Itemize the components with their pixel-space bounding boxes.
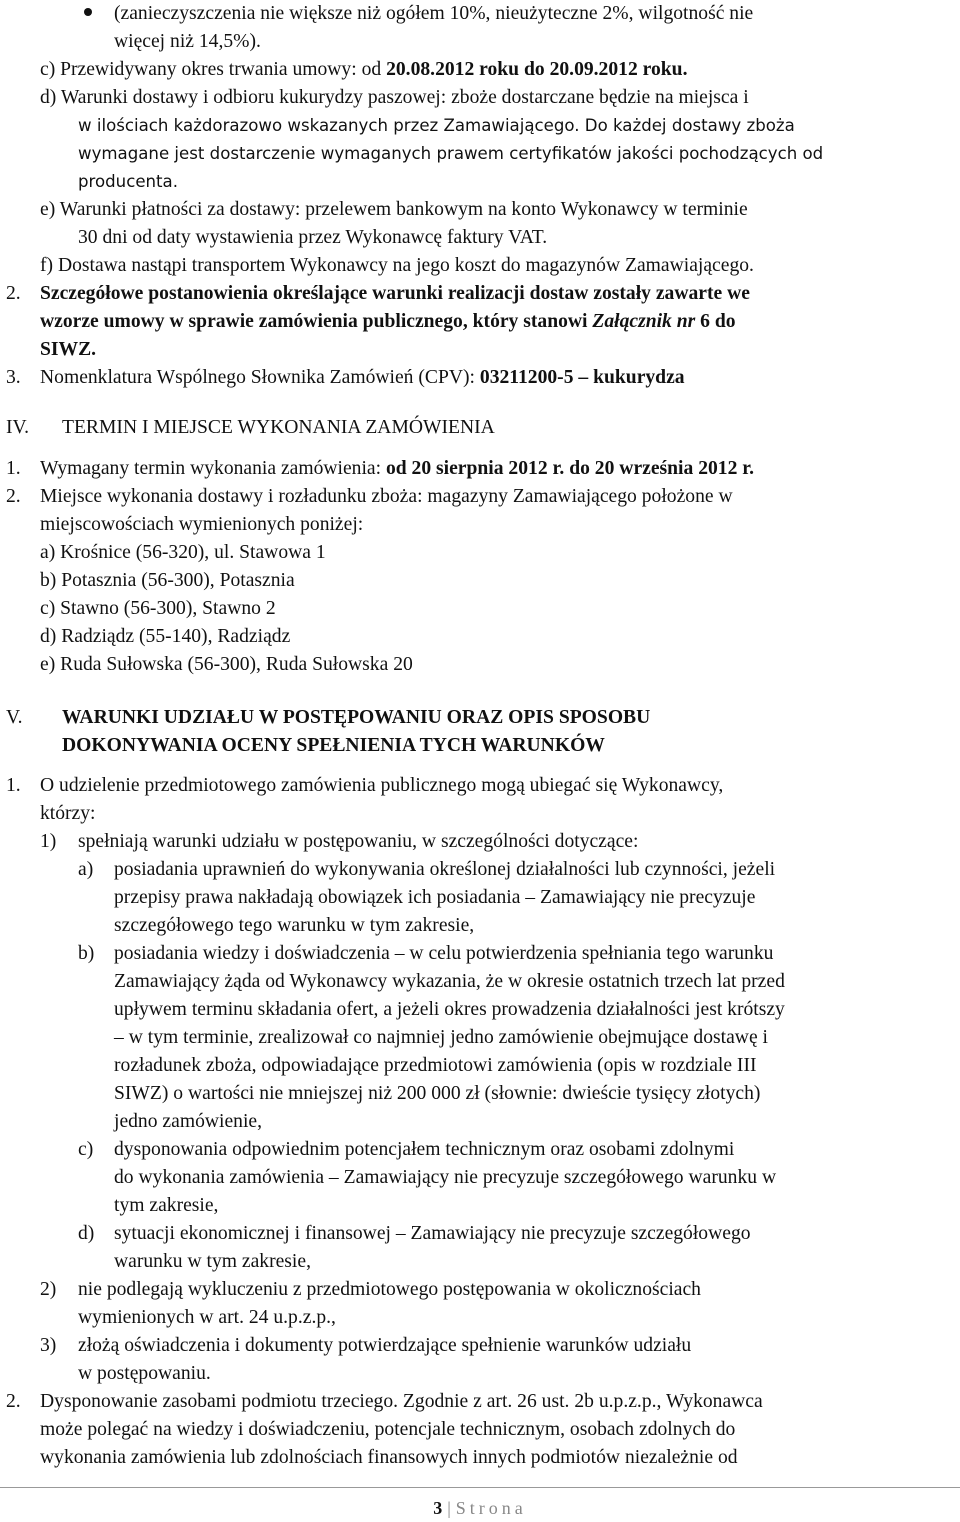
sec5-item-1-number: 1. xyxy=(6,775,21,796)
cond-b-line-6: SIWZ) o wartości nie mniejszej niż 200 000 zł (słownie: dwieście tysięcy złotych) xyxy=(114,1083,761,1104)
cond-c-label: c) xyxy=(78,1139,94,1160)
sub-3-line-2: w postępowaniu. xyxy=(78,1363,211,1384)
section-4-heading: TERMIN I MIEJSCE WYKONANIA ZAMÓWIENIA xyxy=(62,417,495,438)
cond-b-line-1: posiadania wiedzy i doświadczenia – w celu potwierdzenia spełniania tego warunku xyxy=(114,943,774,964)
cond-c-line-1: dysponowania odpowiednim potencjałem technicznym oraz osobami zdolnymi xyxy=(114,1139,735,1160)
item-d-line-3: wymagane jest dostarczenie wymaganych prawem certyfikatów jakości pochodzących od xyxy=(78,144,824,163)
sec4-item-1-number: 1. xyxy=(6,458,21,479)
sec5-item-2-line-2: może polegać na wiedzy i doświadczeniu, potencjale technicznym, osobach zdolnych do xyxy=(40,1419,736,1440)
sub-1-text: spełniają warunki udziału w postępowaniu, w szczególności dotyczące: xyxy=(78,831,639,852)
cond-d-line-1: sytuacji ekonomicznej i finansowej – Zamawiający nie precyzuje szczegółowego xyxy=(114,1223,751,1244)
cond-d-line-2: warunku w tym zakresie, xyxy=(114,1251,311,1272)
cond-d-label: d) xyxy=(78,1223,95,1244)
section-5-heading-line-2: DOKONYWANIA OCENY SPEŁNIENIA TYCH WARUNKÓW xyxy=(62,735,605,756)
cond-c-line-3: tym zakresie, xyxy=(114,1195,219,1216)
p3-number: 3. xyxy=(6,367,21,388)
sec5-item-2-line-3: wykonania zamówienia lub zdolnościach finansowych innych podmiotów niezależnie od xyxy=(40,1447,738,1468)
section-5-heading-line-1: WARUNKI UDZIAŁU W POSTĘPOWANIU ORAZ OPIS SPOSOBU xyxy=(62,707,651,728)
item-e-line-1: e) Warunki płatności za dostawy: przelewem bankowym na konto Wykonawcy w terminie xyxy=(40,199,748,220)
sec5-item-2-number: 2. xyxy=(6,1391,21,1412)
sec5-item-2-line-1: Dysponowanie zasobami podmiotu trzeciego. Zgodnie z art. 26 ust. 2b u.p.z.p., Wykonawca xyxy=(40,1391,763,1412)
footer-divider xyxy=(0,1487,960,1488)
sec4-item-2-line-2: miejscowościach wymienionych poniżej: xyxy=(40,514,364,535)
item-d-line-4: producenta. xyxy=(78,172,178,191)
cond-c-line-2: do wykonania zamówienia – Zamawiający nie precyzuje szczegółowego warunku w xyxy=(114,1167,777,1188)
bullet-line-1: (zanieczyszczenia nie większe niż ogółem 10%, nieużyteczne 2%, wilgotność nie xyxy=(114,3,754,24)
section-5-number: V. xyxy=(6,707,23,728)
sub-2-line-2: wymienionych w art. 24 u.p.z.p., xyxy=(78,1307,336,1328)
item-d-line-2: w ilościach każdorazowo wskazanych przez Zamawiającego. Do każdej dostawy zboża xyxy=(78,116,795,135)
location-item: b) Potasznia (56-300), Potasznia xyxy=(40,570,295,591)
p2-number: 2. xyxy=(6,283,21,304)
item-c: c) Przewidywany okres trwania umowy: od 20.08.2012 roku do 20.09.2012 roku. xyxy=(40,59,688,80)
sub-2-number: 2) xyxy=(40,1279,57,1300)
sec5-item-1-line-1: O udzielenie przedmiotowego zamówienia publicznego mogą ubiegać się Wykonawcy, xyxy=(40,775,724,796)
cond-b-line-2: Zamawiający żąda od Wykonawcy wykazania, że w okresie ostatnich trzech lat przed xyxy=(114,971,785,992)
item-e-line-2: 30 dni od daty wystawienia przez Wykonawcę faktury VAT. xyxy=(78,227,548,248)
sub-1-number: 1) xyxy=(40,831,57,852)
location-item: e) Ruda Sułowska (56-300), Ruda Sułowska 20 xyxy=(40,654,413,675)
p2-line-1: Szczegółowe postanowienia określające warunki realizacji dostaw zostały zawarte we xyxy=(40,283,750,304)
item-f: f) Dostawa nastąpi transportem Wykonawcy na jego koszt do magazynów Zamawiającego. xyxy=(40,255,754,276)
sub-3-line-1: złożą oświadczenia i dokumenty potwierdzające spełnienie warunków udziału xyxy=(78,1335,692,1356)
p3-cpv: Nomenklatura Wspólnego Słownika Zamówień (CPV): 03211200-5 – kukurydza xyxy=(40,367,685,388)
location-item: a) Krośnice (56-320), ul. Stawowa 1 xyxy=(40,542,326,563)
cond-b-line-5: rozładunek zboża, odpowiadające przedmiotowi zamówienia (opis w rozdziale III xyxy=(114,1055,757,1076)
sub-2-line-1: nie podlegają wykluczeniu z przedmiotowego postępowania w okolicznościach xyxy=(78,1279,701,1300)
cond-b-label: b) xyxy=(78,943,95,964)
p2-line-3: SIWZ. xyxy=(40,339,97,360)
sec5-item-1-line-2: którzy: xyxy=(40,803,96,824)
cond-b-line-7: jedno zamówienie, xyxy=(114,1111,262,1132)
cond-a-line-2: przepisy prawa nakładają obowiązek ich posiadania – Zamawiający nie precyzuje xyxy=(114,887,756,908)
p2-line-2: wzorze umowy w sprawie zamówienia publicznego, który stanowi Załącznik nr 6 do xyxy=(40,311,736,332)
bullet-line-2: więcej niż 14,5%). xyxy=(114,31,261,52)
item-d-line-1: d) Warunki dostawy i odbioru kukurydzy paszowej: zboże dostarczane będzie na miejsca i xyxy=(40,87,749,108)
sec4-item-2-line-1: Miejsce wykonania dostawy i rozładunku zboża: magazyny Zamawiającego położone w xyxy=(40,486,733,507)
location-item: d) Radziądz (55-140), Radziądz xyxy=(40,626,291,647)
section-4-number: IV. xyxy=(6,417,30,438)
location-item: c) Stawno (56-300), Stawno 2 xyxy=(40,598,276,619)
sec4-item-2-number: 2. xyxy=(6,486,21,507)
page-number: 3 | Strona xyxy=(433,1498,527,1518)
cond-a-line-3: szczegółowego tego warunku w tym zakresie, xyxy=(114,915,475,936)
sec4-item-1: Wymagany termin wykonania zamówienia: od 20 sierpnia 2012 r. do 20 września 2012 r. xyxy=(40,458,755,479)
cond-a-label: a) xyxy=(78,859,94,880)
sub-3-number: 3) xyxy=(40,1335,57,1356)
cond-a-line-1: posiadania uprawnień do wykonywania określonej działalności lub czynności, jeżeli xyxy=(114,859,776,880)
bullet-dot xyxy=(84,8,92,16)
cond-b-line-4: – w tym terminie, zrealizował co najmniej jedno zamówienie obejmujące dostawę i xyxy=(114,1027,768,1048)
cond-b-line-3: upływem terminu składania ofert, a jeżeli okres prowadzenia działalności jest krótszy xyxy=(114,999,785,1020)
